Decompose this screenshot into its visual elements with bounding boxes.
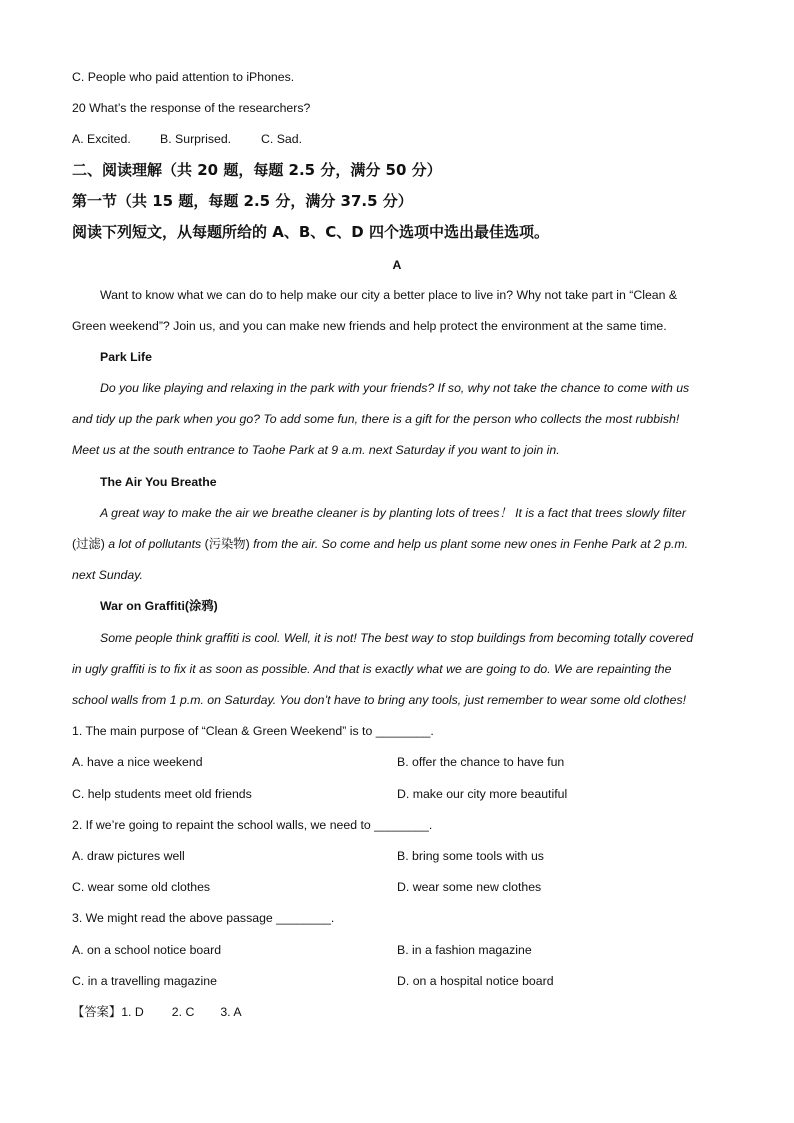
air-line-2-text-b: from the air. So come and help us plant some new ones in Fenhe Park at 2 p.m. (249, 537, 689, 551)
question-3-option-a: A. on a school notice board (72, 943, 222, 957)
question-1-option-d: D. make our city more beautiful (397, 787, 568, 801)
question-2-stem: 2. If we’re going to repaint the school walls, we need to ________. (72, 818, 433, 832)
air-gloss-pollutants: (污染物) (204, 537, 250, 551)
question-1-option-b: B. offer the chance to have fun (397, 755, 565, 769)
graffiti-line-2: in ugly graffiti is to fix it as soon as possible. And that is exactly what we are going to do. We are repainting the (72, 662, 672, 676)
question-3-option-c: C. in a travelling magazine (72, 974, 217, 988)
air-line-3: next Sunday. (72, 568, 143, 582)
park-life-title: Park Life (100, 350, 152, 364)
question-20-option-a: A. Excited. (72, 132, 131, 146)
question-1-stem: 1. The main purpose of “Clean & Green Weekend” is to ________. (72, 724, 434, 738)
air-line-1: A great way to make the air we breathe cleaner is by planting lots of trees！ It is a fact that trees slowly filter (100, 506, 686, 520)
question-3-option-d: D. on a hospital notice board (397, 974, 554, 988)
air-title: The Air You Breathe (100, 475, 217, 489)
answer-row (72, 1004, 242, 1020)
answer-3: 3. A (220, 1005, 242, 1019)
question-20-option-c: C. Sad. (261, 132, 303, 146)
graffiti-line-3: school walls from 1 p.m. on Saturday. You don’t have to bring any tools, just remember to wear some old clothes! (72, 693, 687, 707)
question-3-stem: 3. We might read the above passage ________. (72, 911, 335, 925)
question-3-option-b: B. in a fashion magazine (397, 943, 532, 957)
answer-label: 【答案】 (72, 1005, 122, 1019)
question-2-option-c: C. wear some old clothes (72, 880, 211, 894)
question-20: 20 What’s the response of the researchers? (72, 101, 311, 115)
passage-intro-line-1: Want to know what we can do to help make our city a better place to live in? Why not take part in “Clean & (100, 288, 678, 302)
graffiti-line-1: Some people think graffiti is cool. Well, it is not! The best way to stop buildings from becoming totally covered (100, 631, 694, 645)
graffiti-title: War on Graffiti(涂鸦) (100, 599, 218, 613)
question-20-option-b: B. Surprised. (160, 132, 232, 146)
question-2-option-d: D. wear some new clothes (397, 880, 542, 894)
question-1-option-c: C. help students meet old friends (72, 787, 252, 801)
passage-intro-line-2: Green weekend”? Join us, and you can make new friends and help protect the environment at the same time. (72, 319, 667, 333)
answer-1: 1. D (121, 1005, 144, 1019)
park-life-line-2: and tidy up the park when you go? To add some fun, there is a gift for the person who collects the most rubbish! (72, 412, 680, 426)
question-2-option-a: A. draw pictures well (72, 849, 185, 863)
park-life-line-3: Meet us at the south entrance to Taohe Park at 9 a.m. next Saturday if you want to join in. (72, 443, 560, 457)
air-gloss-filter: (过滤) (72, 537, 105, 551)
prev-option-c: C. People who paid attention to iPhones. (72, 70, 295, 84)
section-instruction: 阅读下列短文，从每题所给的 A、B、C、D 四个选项中选出最佳选项。 (72, 223, 549, 241)
air-line-2-text-a: a lot of pollutants (104, 537, 205, 551)
passage-label: A (392, 258, 402, 272)
question-2-option-b: B. bring some tools with us (397, 849, 544, 863)
section-heading: 二、阅读理解（共 20 题，每题 2.5 分，满分 50 分） (72, 161, 442, 179)
question-1-option-a: A. have a nice weekend (72, 755, 203, 769)
section-subheading: 第一节（共 15 题，每题 2.5 分，满分 37.5 分） (72, 192, 413, 210)
park-life-line-1: Do you like playing and relaxing in the park with your friends? If so, why not take the chance to come with us (100, 381, 690, 395)
answer-2: 2. C (171, 1005, 195, 1019)
air-line-2 (72, 536, 688, 552)
